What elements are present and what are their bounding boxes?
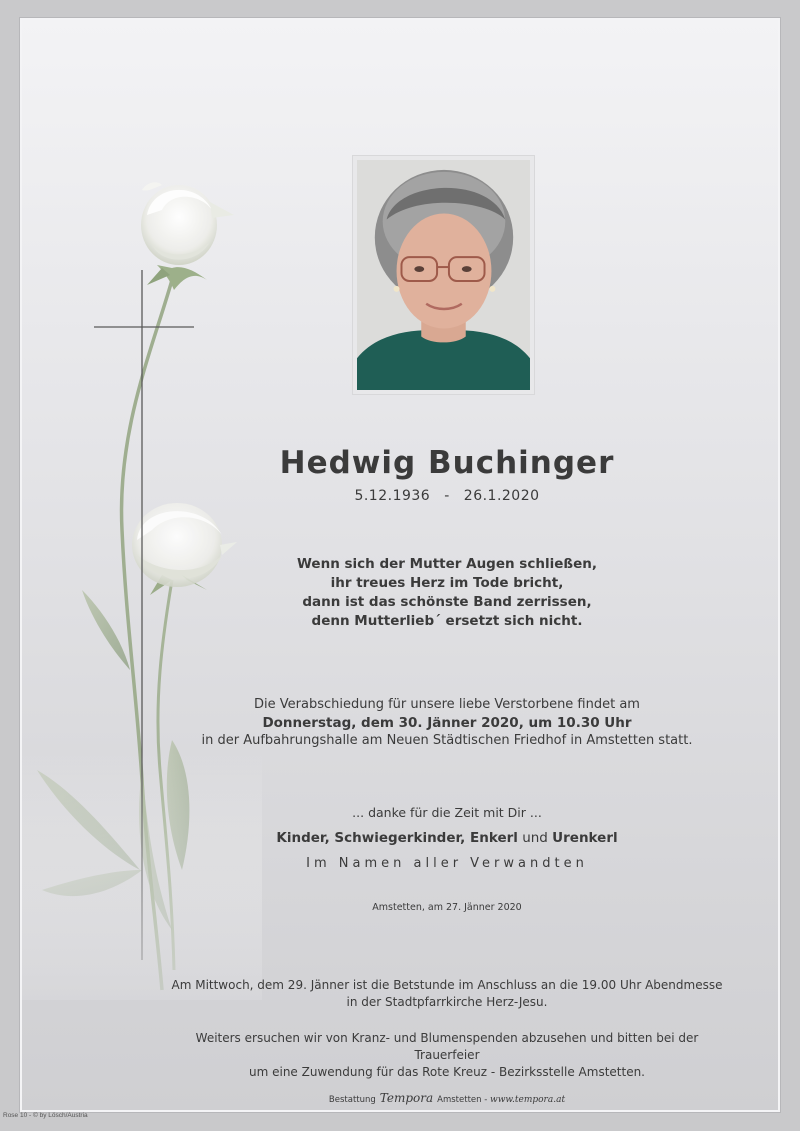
life-dates: [162, 488, 732, 504]
farewell-location: in der Aufbahrungshalle am Neuen Städtischen Friedhof in Amstetten statt.: [201, 733, 693, 748]
footer-url[interactable]: www.tempora.at: [490, 1095, 566, 1105]
design-credit: Rose 10 - © by Lösch/Austria: [3, 1112, 88, 1119]
memorial-poem: [162, 555, 732, 631]
family-great-grandchildren: Urenkerl: [552, 830, 618, 846]
farewell-date-time: Donnerstag, dem 30. Jänner 2020, um 10.30 Uhr: [262, 715, 632, 731]
poem-line: Wenn sich der Mutter Augen schließen,: [297, 556, 597, 572]
relatives-line: Im Namen aller Verwandten: [306, 856, 588, 871]
footer-location: Amstetten -: [437, 1095, 490, 1105]
portrait-frame: [352, 155, 535, 395]
death-date: 26.1.2020: [463, 488, 540, 504]
date-separator: -: [444, 488, 450, 504]
prayer-line-2: in der Stadtpfarrkirche Herz-Jesu.: [346, 995, 548, 1009]
funeral-home-logo: Tempora: [379, 1091, 434, 1105]
family-members: Kinder, Schwiegerkinder, Enkerl: [276, 830, 518, 846]
thanks-line: ... danke für die Zeit mit Dir ...: [352, 805, 542, 820]
donation-line-2: um eine Zuwendung für das Rote Kreuz - Bezirksstelle Amstetten.: [249, 1065, 645, 1079]
farewell-announcement: [162, 696, 732, 750]
poem-line: ihr treues Herz im Tode bricht,: [330, 575, 564, 591]
poem-line: denn Mutterlieb´ ersetzt sich nicht.: [311, 613, 583, 629]
funeral-home-footer: [162, 1091, 732, 1105]
obituary-card: [20, 18, 780, 1112]
donation-line-1: Weiters ersuchen wir von Kranz- und Blumenspenden abzusehen und bitten bei der Trauerfeier: [195, 1031, 699, 1062]
family-signature: [162, 830, 732, 846]
prayer-line-1: Am Mittwoch, dem 29. Jänner ist die Betstunde im Anschluss an die 19.00 Uhr Abendmesse: [171, 978, 723, 992]
prayer-notice: [162, 977, 732, 1011]
family-connector: und: [517, 830, 553, 846]
place-and-date: Amstetten, am 27. Jänner 2020: [372, 902, 522, 913]
donation-notice: [162, 1030, 732, 1081]
poem-line: dann ist das schönste Band zerrissen,: [302, 594, 592, 610]
birth-date: 5.12.1936: [354, 488, 431, 504]
portrait-photo: [357, 160, 530, 390]
footer-prefix: Bestattung: [328, 1095, 376, 1105]
deceased-name: Hedwig Buchinger: [279, 445, 615, 481]
farewell-line-1: Die Verabschiedung für unsere liebe Verstorbene findet am: [254, 697, 640, 712]
